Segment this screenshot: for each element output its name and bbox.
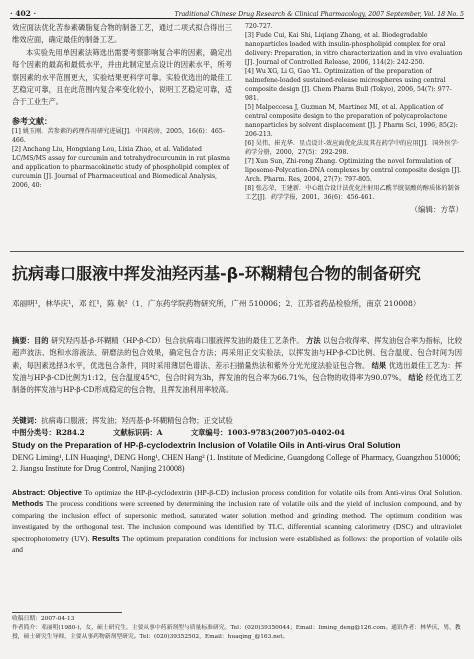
reference-entry: [8] 张志荣，王建新．中心组合设计法优化注射用乙酰半胱氨酸的醇质体的制备工艺[J]．药学学报，2001，36(6)：456-461.: [245, 185, 460, 201]
article-number: 文章编号：1003-9783(2007)05-0402-04: [190, 428, 345, 437]
reference-entry: 720-727.: [245, 23, 273, 30]
article-metadata: [12, 415, 462, 439]
reference-entry: [6] 吴伟，崔光华．星点设计-效应面优化法及其在药学中的应用[J]．国外医学·药学分册，2000，27(5)：292-298.: [245, 140, 459, 156]
abstract-objective-label: 目的: [33, 336, 49, 345]
abstract-label: 摘要：: [12, 336, 34, 345]
chinese-abstract: [12, 335, 462, 396]
body-paragraph: 本实验先用单因素法筛选出需要考察影响复合率的因素，确定出每个因素的最高和最低水平，并由此制定星点设计的因素水平，所考察因素的水平范围更大，实验结果更科学可靠。实验优选出的最佳工艺稳定可靠，且在此范围内复合率变化较小，说明工艺稳定可靠，适合于工业生产。: [12, 47, 232, 107]
footnote-divider: [12, 612, 122, 613]
english-authors: DENG Liming¹, LIN Huaqing¹, DENG Hong¹, CHEN Hang² (1. Institute of Medicine, Guangdong College of Pharmacy, Guangzhou 510006; 2. Jiangsu Institute for Drug Control, Nanjing 210008): [12, 453, 461, 474]
reference-entry: [1] 姚玉刚．苦参素的药理作用研究进展[J]．中国药房，2005，16(6)：465-466.: [12, 128, 225, 145]
english-title: Study on the Preparation of HP-β-cyclodextrin Inclusion of Volatile Oils in Anti-virus Oral Solution: [12, 440, 401, 450]
page-number: · 402 ·: [10, 9, 37, 18]
clc-number: 中图分类号：R284.2: [12, 428, 85, 437]
abstract-conclusion-label: 结论: [408, 372, 424, 382]
reference-entry: [3] Fude Cui, Kai Shi, Liqiang Zhang, et al. Biodegradable nanoparticles loaded with insulin-phospholipid complex for oral delivery: Preparation, in vitro characterization and in vivo evaluation [J]. Journal of Controlled Release, 2006, 114(2): 242-250.: [245, 32, 463, 66]
reference-entry: [4] Wu XG, Li G, Gao YL. Optimization of the preparation of nalmefene-loaded sustained-release microspheres using central composite design [J]. Chem Pharm Bull (Tokyo), 2006, 54(7): 977-981.: [245, 68, 452, 102]
article-title: 抗病毒口服液中挥发油羟丙基-β-环糊精包合物的制备研究: [12, 264, 421, 283]
author-affiliations: 邓丽明¹，林华庆¹，邓 红¹，陈 航²（1．广东药学院药物研究所，广州 510006；2．江苏省药品检验所，南京 210008）: [12, 299, 421, 308]
body-paragraph: 效应面法优化苦参素磷脂复合物的制备工艺，通过二项式拟合得出三维效应面，确定最佳的制备工艺。: [12, 23, 232, 45]
keywords-label: 关键词：: [12, 416, 42, 425]
english-abstract: [12, 487, 462, 555]
keywords: 抗病毒口服液；挥发油；羟丙基-β-环糊精包合物；正交试验: [41, 416, 233, 425]
english-abstract-label: Abstract:: [12, 488, 46, 497]
english-objective: To optimize the HP-β-cyclodextrin (HP-β-CD) inclusion process condition for volatile oils from Anti-virus Oral Solution.: [84, 488, 462, 497]
english-objective-label: Objective: [47, 488, 82, 497]
document-code: 文献标识码：A: [113, 428, 163, 437]
journal-citation: Traditional Chinese Drug Research & Clinical Pharmacology, 2007 September, Vol. 18 No. 5: [174, 11, 464, 18]
editor-credit: （编辑：方草）: [410, 205, 463, 214]
references-heading: 参考文献：: [12, 115, 52, 126]
abstract-methods: 以包合收得率、挥发油包合率为指标，比较超声波法、饱和水溶液法、研磨法的包合效果，确定包合方法；再采用正交实验法，以挥发油与HP-β-CD比例、包合温度、包合时间为因素，每因素选择3水平，优选包合条件，同时采用薄层色谱法、差示扫描量热法和紫外分光光度法验证包合物。: [12, 336, 463, 370]
footnote: [12, 615, 462, 642]
abstract-methods-label: 方法: [306, 336, 321, 345]
reference-entry: [2] Anchang Liu, Hongxiang Lou, Lixia Zhao, et al. Validated LC/MS/MS assay for curcumin and tetrahydrocurcumin in rat plasma and application to pharmacokinetic study of phospholipid complex of curcumin [J]. Journal of Pharmaceutical and Biomedical Analysis, 2006, 40:: [12, 146, 230, 190]
abstract-conclusion: 经优选工艺制备的挥发油与HP-β-CD形成稳定的包合物，且挥发油利用率较高。: [12, 372, 463, 395]
author-biography: 作者简介：邓丽明(1980-)，女，硕士研究生，主要从事中药新剂型与质量标准研究。Tel：(020)39350044；Email：liming_deng@126.com。通讯作者：林华庆，男，教授，硕士研究生导师，主要从事药物新剂型研究。Tel：(020)39352502，Email：huaqing_@163.net。: [12, 625, 461, 640]
english-methods: The process conditions were screened by determining the inclusion rate of volatile oils and the yield of inclusion compound, and by comparing the inclusion effect of supersonic method, saturated water solution method and grinding method. The optimum condition was investigated by the orthogonal test. The inclusion compound was identified by TLC, differential scanning calorimetry (DSC) and ultraviolet spectrophotometry (UV).: [12, 499, 463, 543]
abstract-results-label: 结果: [371, 360, 387, 370]
previous-article-right-column: [245, 22, 463, 214]
english-methods-label: Methods: [12, 499, 44, 509]
english-results: The optimum preparation conditions for inclusion were established as follows: the proportion of volatile oils and: [12, 533, 462, 555]
previous-article-left-column: [12, 22, 232, 190]
abstract-results: 优选出最佳工艺为：挥发油与HP-β-CD比例为1:12，包合温度45℃，包合时间为3h，挥发油的包合率为66.71%，包合物的收得率为90.07%。: [12, 360, 463, 382]
reference-entry: [5] Malpeccesa J, Guzman M, Martinez MI, et al. Application of central composite design to the preparation of polycaprolactone nanoparticles by solvent displacement [J]. J Pharm Sci, 1996, 85(2): 206-213.: [245, 104, 458, 138]
reference-entry: [7] Xun Sun, Zhi-rong Zhang. Optimizing the novel formulation of liposome-Polycation-DNA complexes by central composite design [J]. Arch. Pharm. Res, 2004, 27(7): 797-805.: [245, 158, 462, 183]
section-divider: [10, 251, 464, 252]
running-header: [10, 4, 464, 19]
received-date: 收稿日期：2007-04-13: [12, 616, 75, 622]
english-results-label: Results: [92, 533, 120, 543]
abstract-objective: 研究羟丙基-β-环糊精（HP-β-CD）包合抗病毒口服液挥发油的最佳工艺条件。: [50, 336, 304, 345]
